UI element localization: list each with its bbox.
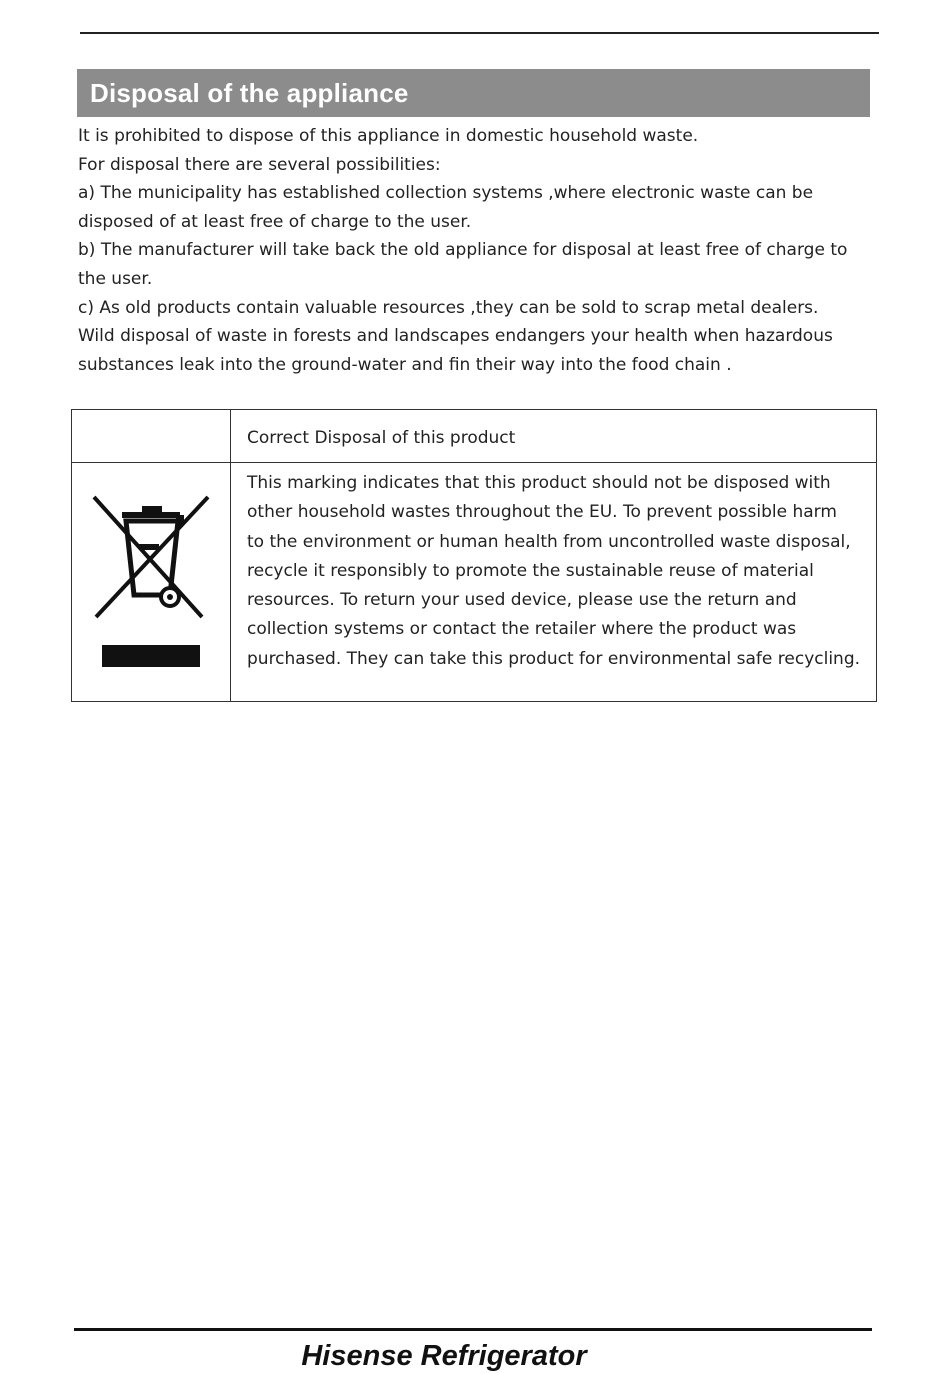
body-line: It is prohibited to dispose of this appliance in domestic household waste. [78, 126, 699, 146]
footer-divider [74, 1328, 872, 1331]
table-description-line: purchased. They can take this product for environmental safe recycling. [247, 648, 861, 669]
table-heading: Correct Disposal of this product [247, 428, 516, 448]
body-line: disposed of at least free of charge to the user. [78, 211, 472, 232]
table-description-line: recycle it responsibly to promote the sustainable reuse of material [247, 560, 814, 581]
crossed-out-wheelie-bin-icon [92, 495, 210, 670]
correct-disposal-table [71, 409, 877, 702]
table-description-line: to the environment or human health from uncontrolled waste disposal, [247, 531, 851, 552]
body-line: c) As old products contain valuable resources ,they can be sold to scrap metal dealers. [78, 297, 819, 318]
top-divider [80, 32, 879, 34]
disposal-instructions [78, 122, 878, 379]
body-line: b) The manufacturer will take back the old appliance for disposal at least free of charge to [78, 240, 848, 261]
table-description-line: This marking indicates that this product should not be disposed with [247, 473, 831, 493]
section-title: Disposal of the appliance [90, 77, 409, 108]
body-line: substances leak into the ground-water and fin their way into the food chain . [78, 354, 732, 375]
table-row-divider [72, 462, 876, 463]
section-header-bar [77, 69, 870, 117]
body-line: the user. [78, 268, 153, 289]
table-description [247, 469, 877, 674]
body-line: a) The municipality has established collection systems ,where electronic waste can be [78, 183, 814, 204]
body-line: Wild disposal of waste in forests and landscapes endangers your health when hazardous [78, 326, 833, 347]
table-description-line: resources. To return your used device, please use the return and [247, 590, 797, 611]
body-line: For disposal there are several possibilities: [78, 154, 441, 175]
table-column-divider [230, 410, 231, 701]
footer-brand: Hisense Refrigerator [301, 1340, 587, 1372]
table-description-line: collection systems or contact the retailer where the product was [247, 619, 797, 640]
table-description-line: other household wastes throughout the EU. To prevent possible harm [247, 502, 837, 523]
